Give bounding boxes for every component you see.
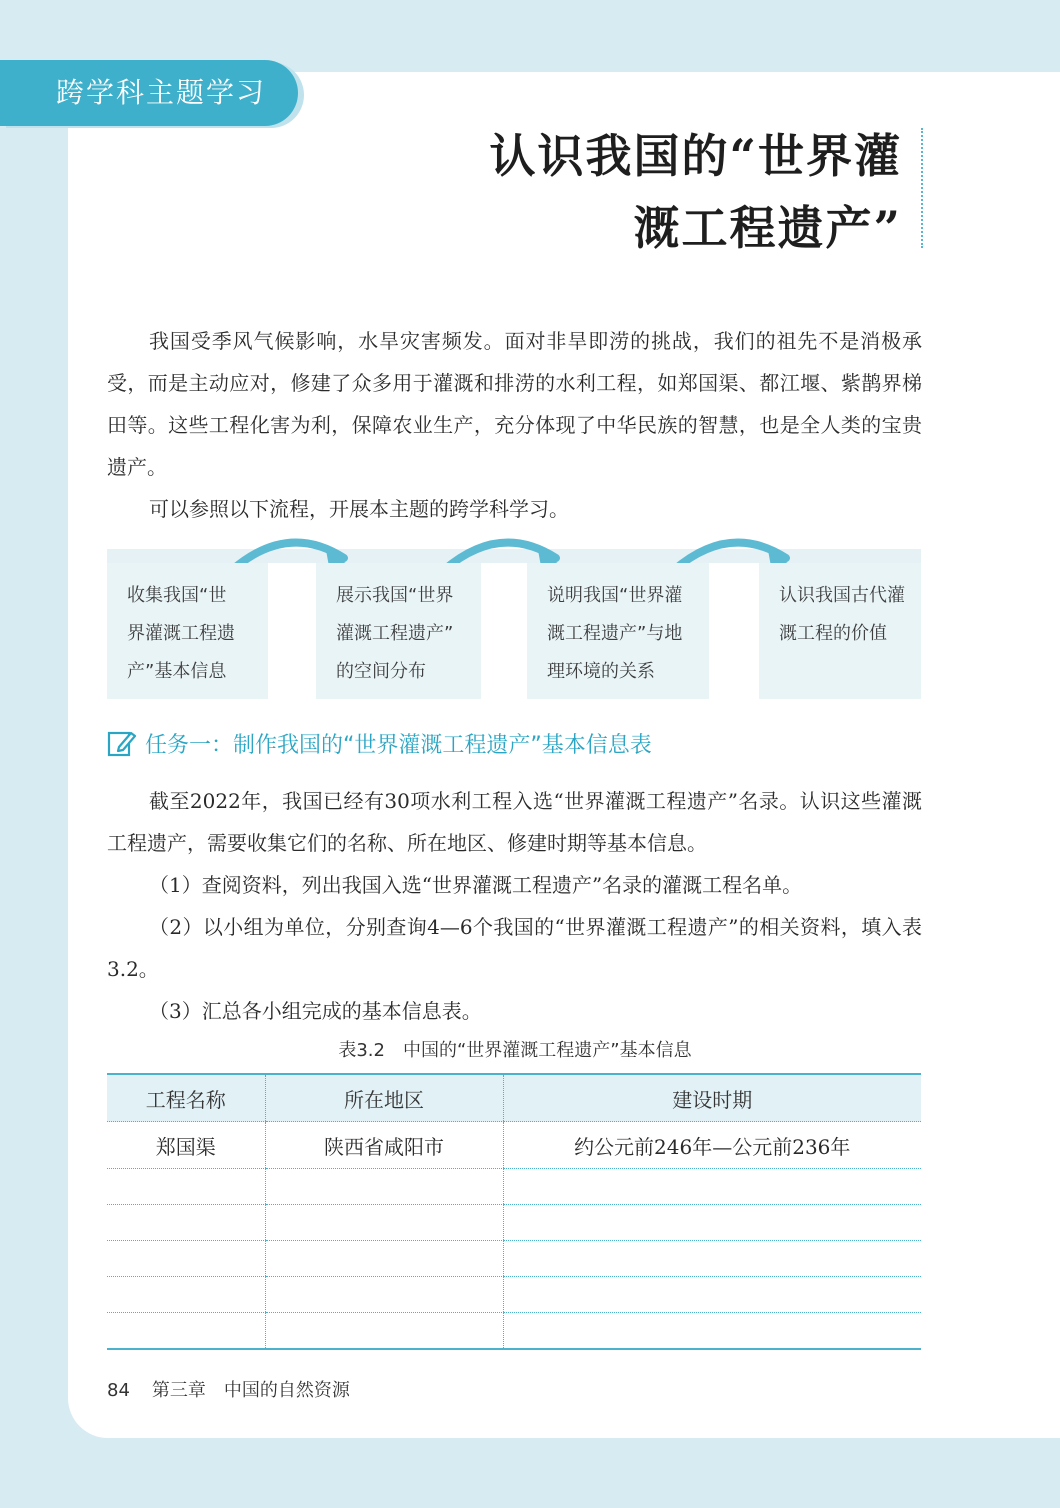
flow-step-3-line-1: 说明我国“世界灌 — [547, 585, 683, 606]
flow-step-4 — [759, 563, 921, 699]
heritage-info-table — [107, 1073, 921, 1350]
section-badge: 跨学科主题学习 — [0, 60, 298, 126]
intro-paragraph-2: 可以参照以下流程，开展本主题的跨学科学习。 — [149, 497, 569, 521]
cell-location — [265, 1205, 503, 1241]
table-row — [107, 1241, 921, 1277]
cell-period — [503, 1241, 921, 1277]
header-period: 建设时期 — [503, 1074, 921, 1122]
flow-step-2-line-3: 的空间分布 — [336, 661, 426, 682]
flow-step-2 — [316, 563, 481, 699]
flow-step-4-line-1: 认识我国古代灌 — [779, 585, 905, 606]
header-project-name: 工程名称 — [107, 1074, 265, 1122]
cell-location — [265, 1169, 503, 1205]
task-item-2: （2）以小组为单位，分别查询4—6个我国的“世界灌溉工程遗产”的相关资料，填入表3.2。 — [107, 915, 922, 981]
table-row — [107, 1313, 921, 1350]
cell-period — [503, 1205, 921, 1241]
header-location: 所在地区 — [265, 1074, 503, 1122]
cell-project-name — [107, 1205, 265, 1241]
intro-paragraph-1: 我国受季风气候影响，水旱灾害频发。面对非旱即涝的挑战，我们的祖先不是消极承受，而是主动应对，修建了众多用于灌溉和排涝的水利工程，如郑国渠、都江堰、紫鹊界梯田等。这些工程化害为利，保障农业生产，充分体现了中华民族的智慧，也是全人类的宝贵遗产。 — [107, 329, 922, 479]
task-heading — [107, 728, 652, 764]
table-row — [107, 1205, 921, 1241]
flow-step-1 — [107, 563, 268, 699]
table-row — [107, 1122, 921, 1169]
flow-step-1-line-2: 界灌溉工程遗 — [127, 623, 235, 644]
cell-period — [503, 1169, 921, 1205]
cell-project-name: 郑国渠 — [107, 1122, 265, 1169]
cell-period — [503, 1313, 921, 1350]
page-title-line-1: 认识我国的“世界灌 — [489, 129, 902, 183]
cell-project-name — [107, 1169, 265, 1205]
cell-period: 约公元前246年—公元前236年 — [503, 1122, 921, 1169]
cell-location — [265, 1313, 503, 1350]
flow-step-3 — [527, 563, 709, 699]
flow-step-2-line-1: 展示我国“世界 — [336, 585, 454, 606]
page-title — [490, 120, 902, 264]
cell-period — [503, 1277, 921, 1313]
table-row — [107, 1277, 921, 1313]
cell-project-name — [107, 1313, 265, 1350]
page-title-line-2: 溉工程遗产” — [633, 201, 902, 255]
page-number: 84 — [107, 1380, 130, 1401]
cell-project-name — [107, 1277, 265, 1313]
task-item-1: （1）查阅资料，列出我国入选“世界灌溉工程遗产”名录的灌溉工程名单。 — [149, 873, 803, 897]
flow-step-3-line-2: 溉工程遗产”与地 — [547, 623, 683, 644]
cell-location: 陕西省咸阳市 — [265, 1122, 503, 1169]
title-divider — [921, 128, 923, 248]
page-footer — [107, 1378, 350, 1404]
chapter-title: 第三章 中国的自然资源 — [151, 1380, 350, 1401]
flow-step-3-line-3: 理环境的关系 — [547, 661, 655, 682]
flow-step-1-line-3: 产”基本信息 — [127, 661, 227, 682]
table-row — [107, 1169, 921, 1205]
flow-step-4-line-2: 溉工程的价值 — [779, 623, 887, 644]
task-paragraph: 截至2022年，我国已经有30项水利工程入选“世界灌溉工程遗产”名录。认识这些灌溉工程遗产，需要收集它们的名称、所在地区、修建时期等基本信息。 — [107, 789, 922, 855]
task-item-3: （3）汇总各小组完成的基本信息表。 — [149, 999, 482, 1023]
table-header-row — [107, 1074, 921, 1122]
cell-project-name — [107, 1241, 265, 1277]
flow-step-2-line-2: 灌溉工程遗产” — [336, 623, 454, 644]
pencil-note-icon — [107, 728, 137, 758]
cell-location — [265, 1277, 503, 1313]
flow-step-1-line-1: 收集我国“世 — [127, 585, 227, 606]
table-caption: 表3.2 中国的“世界灌溉工程遗产”基本信息 — [338, 1040, 692, 1061]
task-heading-text: 任务一：制作我国的“世界灌溉工程遗产”基本信息表 — [145, 733, 652, 758]
cell-location — [265, 1241, 503, 1277]
